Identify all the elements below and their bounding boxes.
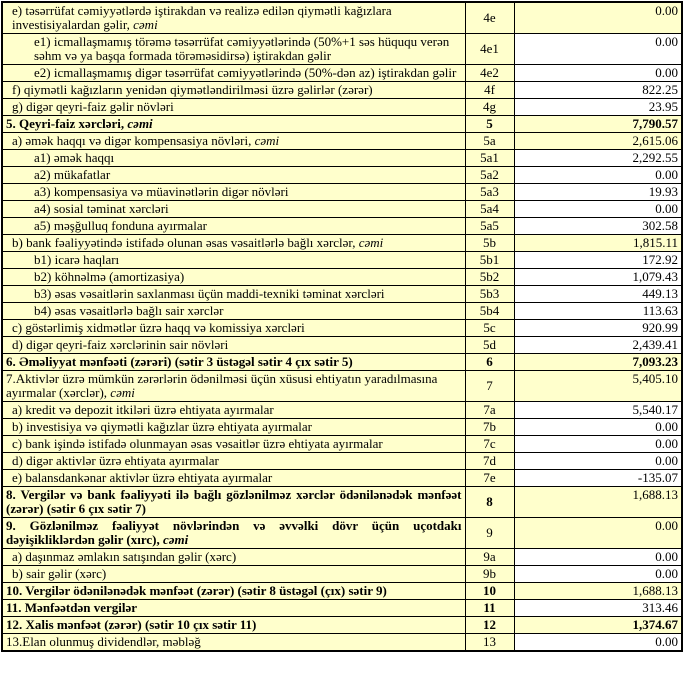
row-code: 4e <box>465 2 514 34</box>
table-row <box>2 184 682 201</box>
income-statement-table <box>1 1 683 652</box>
row-code: 7a <box>465 402 514 419</box>
row-code: 5d <box>465 337 514 354</box>
table-row <box>2 600 682 617</box>
row-code: 9b <box>465 566 514 583</box>
row-code: 5c <box>465 320 514 337</box>
row-label-italic-suffix: cəmi <box>358 235 384 250</box>
table-row <box>2 235 682 252</box>
table-row <box>2 436 682 453</box>
row-label: b3) əsas vəsaitlərin saxlanması üçün maddi-texniki təminat xərcləri <box>2 286 465 303</box>
table-row <box>2 201 682 218</box>
row-label: b) sair gəlir (xərc) <box>2 566 465 583</box>
row-label: b) bank fəaliyyətində istifadə olunan əsas vəsaitlərlə bağlı xərclər, cəmi <box>2 235 465 252</box>
row-code: 5a <box>465 133 514 150</box>
table-row <box>2 2 682 34</box>
table-row <box>2 583 682 600</box>
row-label: c) göstərlimiş xidmətlər üzrə haqq və komissiya xərcləri <box>2 320 465 337</box>
row-code: 12 <box>465 617 514 634</box>
row-value: 0.00 <box>514 65 682 82</box>
row-value: -135.07 <box>514 470 682 487</box>
table-row <box>2 402 682 419</box>
row-label: e1) icmallaşmamış törəmə təsərrüfat cəmiyyətlərində (50%+1 səs hüququ verən səhm və ya başqa formada törəməsidirsə) iştirakdan gəlir <box>2 34 465 65</box>
row-code: 13 <box>465 634 514 652</box>
row-label: 6. Əməliyyat mənfəəti (zərəri) (sətir 3 üstəgəl sətir 4 çıx sətir 5) <box>2 354 465 371</box>
table-row <box>2 354 682 371</box>
row-label: a4) sosial təminat xərcləri <box>2 201 465 218</box>
row-code: 5a4 <box>465 201 514 218</box>
row-value: 0.00 <box>514 436 682 453</box>
row-value: 2,615.06 <box>514 133 682 150</box>
table-row <box>2 34 682 65</box>
row-value: 1,815.11 <box>514 235 682 252</box>
row-value: 0.00 <box>514 518 682 549</box>
row-value: 7,790.57 <box>514 116 682 133</box>
row-code: 4e1 <box>465 34 514 65</box>
row-code: 4e2 <box>465 65 514 82</box>
table-row <box>2 371 682 402</box>
row-value: 2,439.41 <box>514 337 682 354</box>
row-label-italic-suffix: cəmi <box>110 385 135 400</box>
row-label: 10. Vergilər ödənilənədək mənfəət (zərər) (sətir 8 üstəgəl (çıx) sətir 9) <box>2 583 465 600</box>
row-code: 10 <box>465 583 514 600</box>
table-row <box>2 252 682 269</box>
row-value: 449.13 <box>514 286 682 303</box>
row-label: a2) mükafatlar <box>2 167 465 184</box>
row-label: b4) əsas vəsaitlərlə bağlı sair xərclər <box>2 303 465 320</box>
row-value: 920.99 <box>514 320 682 337</box>
row-code: 5a5 <box>465 218 514 235</box>
table-row <box>2 634 682 652</box>
row-code: 8 <box>465 487 514 518</box>
row-label: a3) kompensasiya və müavinətlərin digər növləri <box>2 184 465 201</box>
row-label: d) digər qeyri-faiz xərclərinin sair növləri <box>2 337 465 354</box>
row-value: 0.00 <box>514 201 682 218</box>
row-code: 4g <box>465 99 514 116</box>
row-label-italic-suffix: cəmi <box>133 17 158 32</box>
row-label: g) digər qeyri-faiz gəlir növləri <box>2 99 465 116</box>
row-value: 0.00 <box>514 34 682 65</box>
table-row <box>2 337 682 354</box>
table-row <box>2 518 682 549</box>
row-label: a5) məşğulluq fonduna ayırmalar <box>2 218 465 235</box>
row-value: 2,292.55 <box>514 150 682 167</box>
row-value: 302.58 <box>514 218 682 235</box>
row-value: 313.46 <box>514 600 682 617</box>
row-code: 9 <box>465 518 514 549</box>
row-value: 113.63 <box>514 303 682 320</box>
row-value: 172.92 <box>514 252 682 269</box>
row-label: a) daşınmaz əmlakın satışından gəlir (xərc) <box>2 549 465 566</box>
table-row <box>2 150 682 167</box>
table-row <box>2 218 682 235</box>
row-value: 1,688.13 <box>514 487 682 518</box>
row-value: 0.00 <box>514 634 682 652</box>
row-code: 5b2 <box>465 269 514 286</box>
row-label-italic-suffix: cəmi <box>127 116 153 131</box>
table-row <box>2 303 682 320</box>
row-value: 23.95 <box>514 99 682 116</box>
table-row <box>2 286 682 303</box>
table-row <box>2 133 682 150</box>
row-label: e) balansdankənar aktivlər üzrə ehtiyata ayırmalar <box>2 470 465 487</box>
table-row <box>2 269 682 286</box>
row-label: b2) köhnəlmə (amortizasiya) <box>2 269 465 286</box>
row-label: 8. Vergilər və bank fəaliyyəti ilə bağlı gözlənilməz xərclər ödənilənədək mənfəət (zərər) (sətir 6 çıx sətir 7) <box>2 487 465 518</box>
row-label: 5. Qeyri-faiz xərcləri, cəmi <box>2 116 465 133</box>
table-row <box>2 549 682 566</box>
row-label: 11. Mənfəətdən vergilər <box>2 600 465 617</box>
row-code: 5b <box>465 235 514 252</box>
row-label-italic-suffix: cəmi <box>162 532 189 547</box>
row-label: e2) icmallaşmamış digər təsərrüfat cəmiyyətlərində (50%-dən az) iştirakdan gəlir <box>2 65 465 82</box>
row-value: 5,405.10 <box>514 371 682 402</box>
table-row <box>2 320 682 337</box>
row-label: b) investisiya və qiymətli kağızlar üzrə ehtiyata ayırmalar <box>2 419 465 436</box>
table-row <box>2 566 682 583</box>
row-code: 5b4 <box>465 303 514 320</box>
row-value: 0.00 <box>514 566 682 583</box>
row-label-italic-suffix: cəmi <box>254 133 280 148</box>
row-code: 5a3 <box>465 184 514 201</box>
table-row <box>2 82 682 99</box>
table-row <box>2 453 682 470</box>
row-label: 7.Aktivlər üzrə mümkün zərərlərin ödənilməsi üçün xüsusi ehtiyatın yaradılmasına ayırmalar (xərclər), cəmi <box>2 371 465 402</box>
row-value: 0.00 <box>514 419 682 436</box>
table-row <box>2 470 682 487</box>
row-label: c) bank işində istifadə olunmayan əsas vəsaitlər üzrə ehtiyata ayırmalar <box>2 436 465 453</box>
row-label: b1) icarə haqları <box>2 252 465 269</box>
row-label: 12. Xalis mənfəət (zərər) (sətir 10 çıx sətir 11) <box>2 617 465 634</box>
table-row <box>2 419 682 436</box>
row-value: 0.00 <box>514 549 682 566</box>
table-row <box>2 116 682 133</box>
row-value: 19.93 <box>514 184 682 201</box>
row-label: 9. Gözlənilməz fəaliyyət növlərindən və əvvəlki dövr üçün uçotdakı dəyişikliklərdən gəlir (xırc), cəmi <box>2 518 465 549</box>
row-code: 7c <box>465 436 514 453</box>
row-code: 11 <box>465 600 514 617</box>
row-label: a) kredit və depozit itkiləri üzrə ehtiyata ayırmalar <box>2 402 465 419</box>
row-code: 5a1 <box>465 150 514 167</box>
table-row <box>2 617 682 634</box>
row-value: 1,079.43 <box>514 269 682 286</box>
table-row <box>2 65 682 82</box>
table-row <box>2 167 682 184</box>
table-row <box>2 487 682 518</box>
row-code: 9a <box>465 549 514 566</box>
row-value: 0.00 <box>514 2 682 34</box>
row-value: 1,688.13 <box>514 583 682 600</box>
row-label: a) əmək haqqı və digər kompensasiya növləri, cəmi <box>2 133 465 150</box>
row-code: 7d <box>465 453 514 470</box>
row-code: 5 <box>465 116 514 133</box>
row-code: 7e <box>465 470 514 487</box>
row-label: d) digər aktivlər üzrə ehtiyata ayırmalar <box>2 453 465 470</box>
row-value: 1,374.67 <box>514 617 682 634</box>
row-code: 5a2 <box>465 167 514 184</box>
row-value: 5,540.17 <box>514 402 682 419</box>
row-code: 7 <box>465 371 514 402</box>
row-code: 5b3 <box>465 286 514 303</box>
row-label: a1) əmək haqqı <box>2 150 465 167</box>
row-label: f) qiymətli kağızların yenidən qiymətləndirilməsi üzrə gəlirlər (zərər) <box>2 82 465 99</box>
row-value: 0.00 <box>514 167 682 184</box>
row-code: 7b <box>465 419 514 436</box>
row-value: 7,093.23 <box>514 354 682 371</box>
row-label: 13.Elan olunmuş dividendlər, məbləğ <box>2 634 465 652</box>
table-row <box>2 99 682 116</box>
row-label: e) təsərrüfat cəmiyyətlərdə iştirakdan və realizə edilən qiymətli kağızlara investisiyalardan gəlir, cəmi <box>2 2 465 34</box>
row-value: 0.00 <box>514 453 682 470</box>
table-body <box>2 2 682 651</box>
row-code: 6 <box>465 354 514 371</box>
row-code: 5b1 <box>465 252 514 269</box>
row-code: 4f <box>465 82 514 99</box>
row-value: 822.25 <box>514 82 682 99</box>
